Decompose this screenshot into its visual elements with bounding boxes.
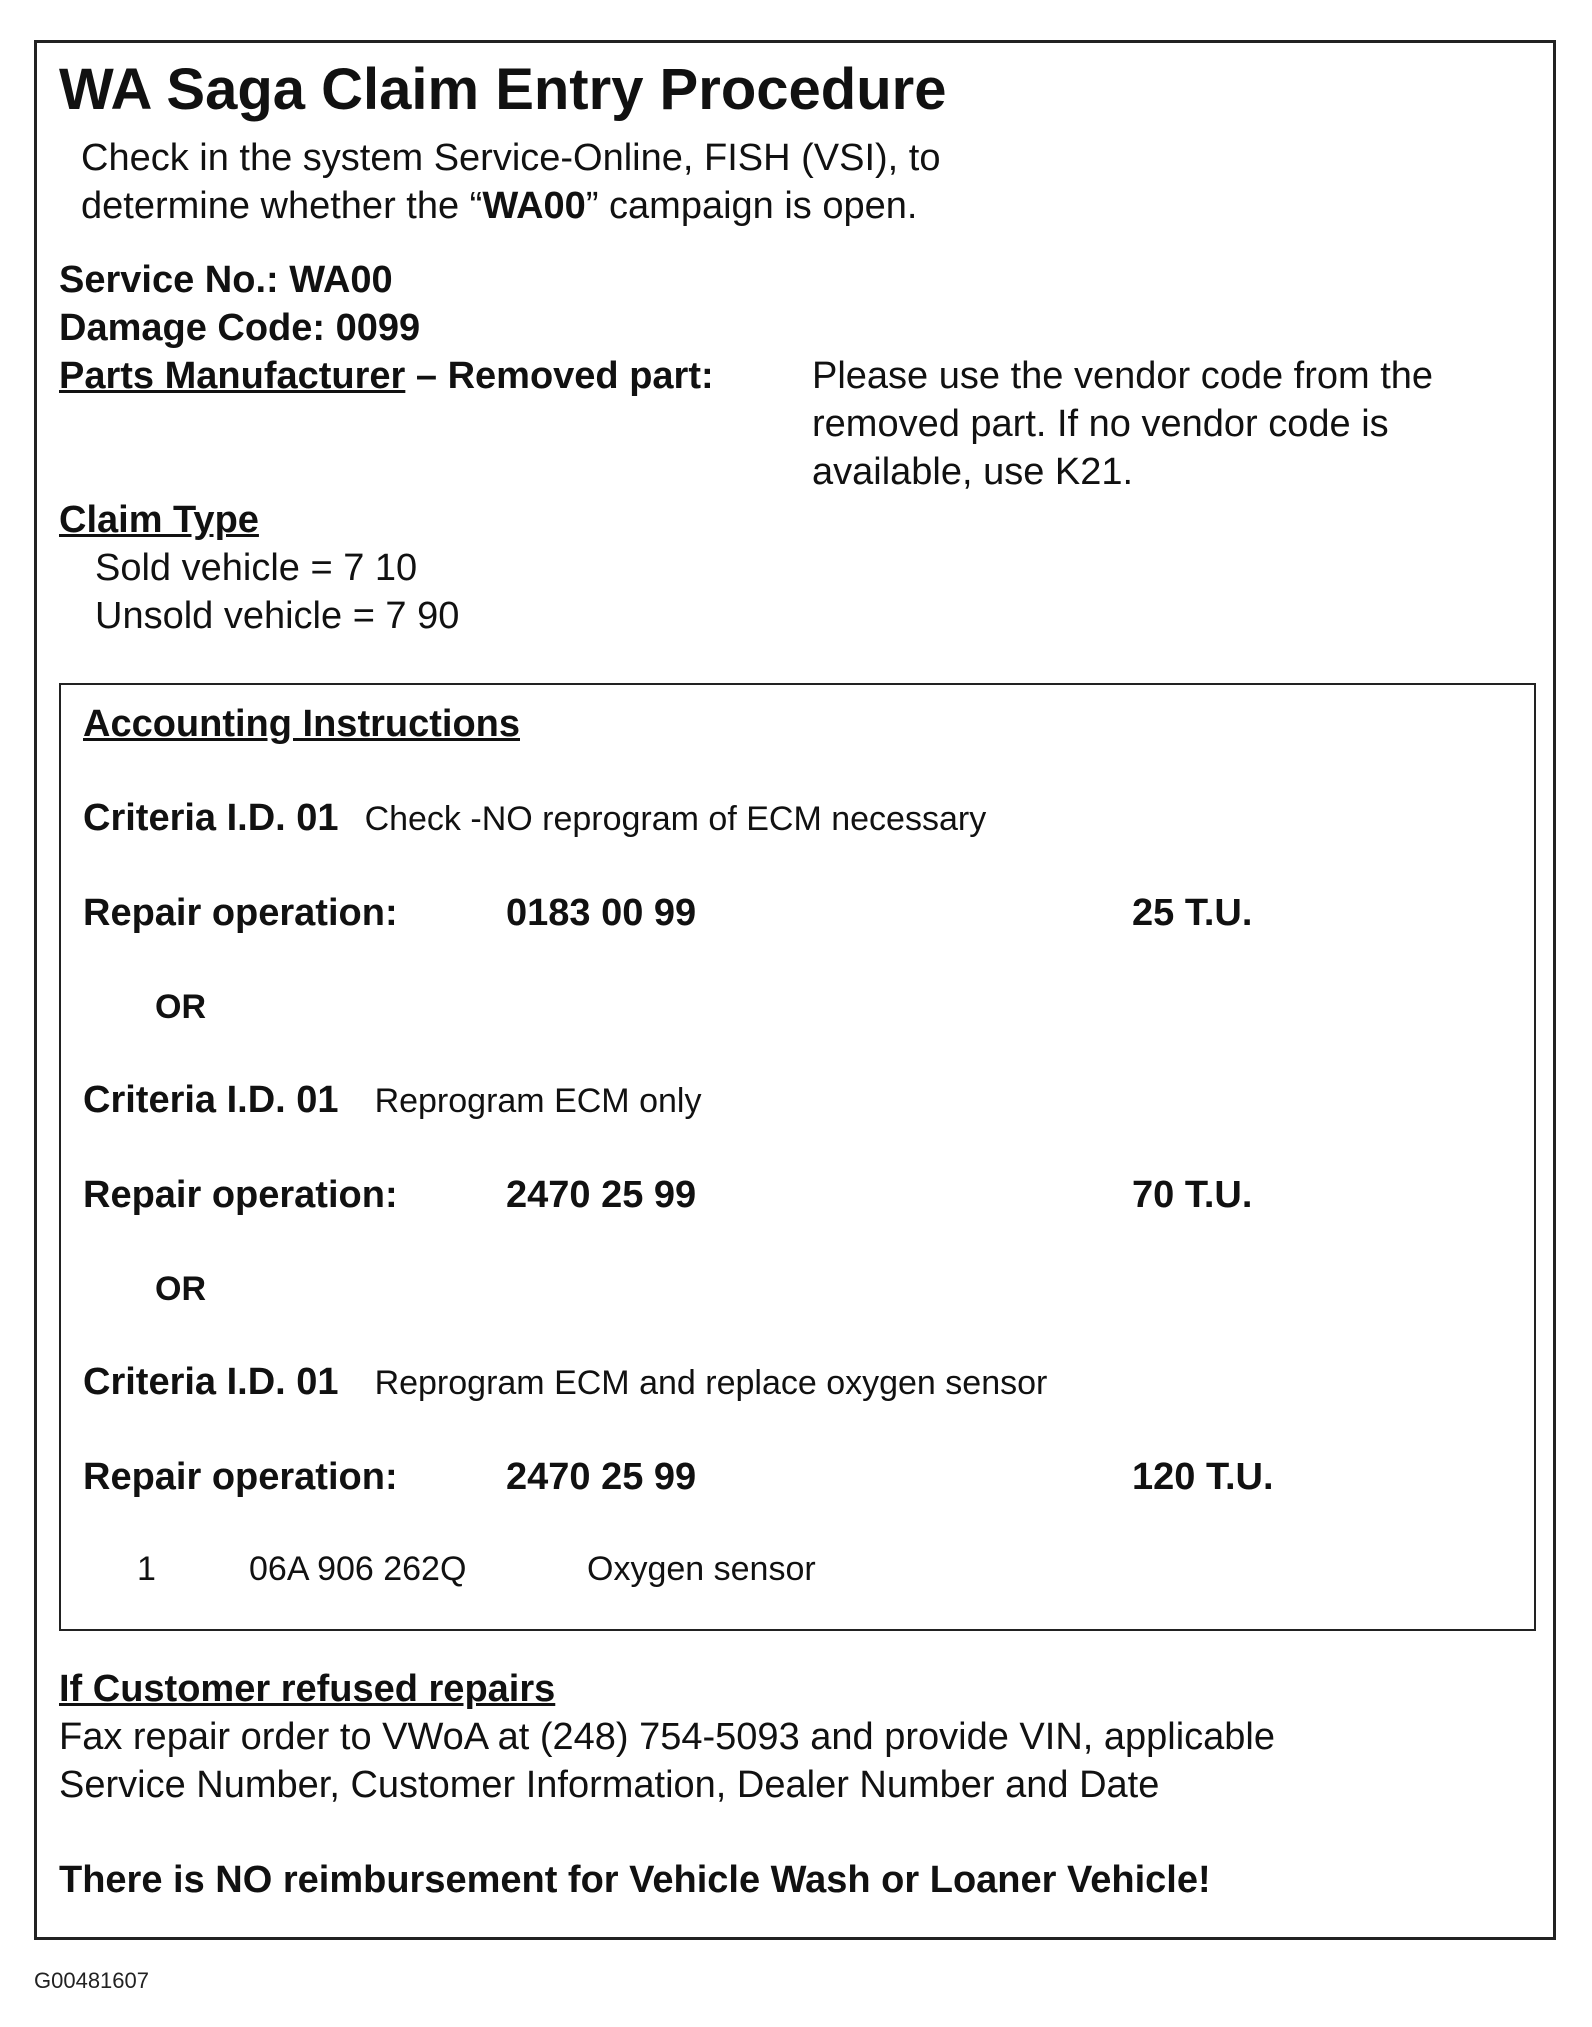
repair-operation-label: Repair operation: [83,1174,398,1216]
parts-manufacturer-label [59,357,714,395]
repair-operation-code: 2470 25 99 [506,1456,697,1498]
part-number: 06A 906 262Q [249,1550,467,1588]
criteria-label: Criteria I.D. 01 [83,1361,339,1403]
vendor-code-line-3: available, use K21. [812,451,1134,493]
procedure-frame [34,40,1556,1940]
time-units: 70 T.U. [1132,1174,1253,1216]
figure-id: G00481607 [34,1968,149,1993]
time-units: 25 T.U. [1132,892,1253,934]
criteria-description: Reprogram ECM only [374,1082,702,1120]
criteria-label: Criteria I.D. 01 [83,797,339,839]
claim-type-heading: Claim Type [59,499,259,541]
accounting-instructions-box [59,683,1536,1631]
parts-manufacturer-heading: Parts Manufacturer [59,355,406,397]
criteria-description: Reprogram ECM and replace oxygen sensor [374,1364,1048,1402]
reimbursement-notice: There is NO reimbursement for Vehicle Wash or Loaner Vehicle! [59,1859,1211,1901]
removed-part-label: – Removed part: [405,355,714,397]
accounting-heading: Accounting Instructions [83,703,520,745]
claim-type-sold: Sold vehicle = 7 10 [95,547,418,589]
criteria-row [83,799,986,837]
intro-line-2-pre: determine whether the “ [81,185,483,227]
criteria-label: Criteria I.D. 01 [83,1079,339,1121]
vendor-code-line-2: removed part. If no vendor code is [812,403,1389,445]
refused-repairs-line-1: Fax repair order to VWoA at (248) 754-5093 and provide VIN, applicable [59,1716,1275,1758]
intro-line-1: Check in the system Service-Online, FISH (VSI), to [81,137,941,179]
or-separator: OR [155,988,206,1026]
repair-operation-label: Repair operation: [83,892,398,934]
criteria-row [83,1363,1047,1401]
service-number: Service No.: WA00 [59,259,393,301]
criteria-row [83,1081,701,1119]
repair-operation-code: 2470 25 99 [506,1174,697,1216]
page-title: WA Saga Claim Entry Procedure [59,57,947,122]
vendor-code-line-1: Please use the vendor code from the [812,355,1434,397]
claim-type-unsold: Unsold vehicle = 7 90 [95,595,460,637]
campaign-code: WA00 [482,185,586,227]
refused-repairs-line-2: Service Number, Customer Information, Dealer Number and Date [59,1764,1160,1806]
criteria-description: Check -NO reprogram of ECM necessary [364,800,987,838]
intro-line-2 [81,187,917,225]
repair-operation-label: Repair operation: [83,1456,398,1498]
refused-repairs-heading: If Customer refused repairs [59,1668,556,1710]
repair-operation-code: 0183 00 99 [506,892,697,934]
part-quantity: 1 [137,1550,156,1588]
time-units: 120 T.U. [1132,1456,1274,1498]
intro-line-2-post: ” campaign is open. [585,185,918,227]
damage-code: Damage Code: 0099 [59,307,421,349]
part-name: Oxygen sensor [587,1550,816,1588]
or-separator: OR [155,1270,206,1308]
